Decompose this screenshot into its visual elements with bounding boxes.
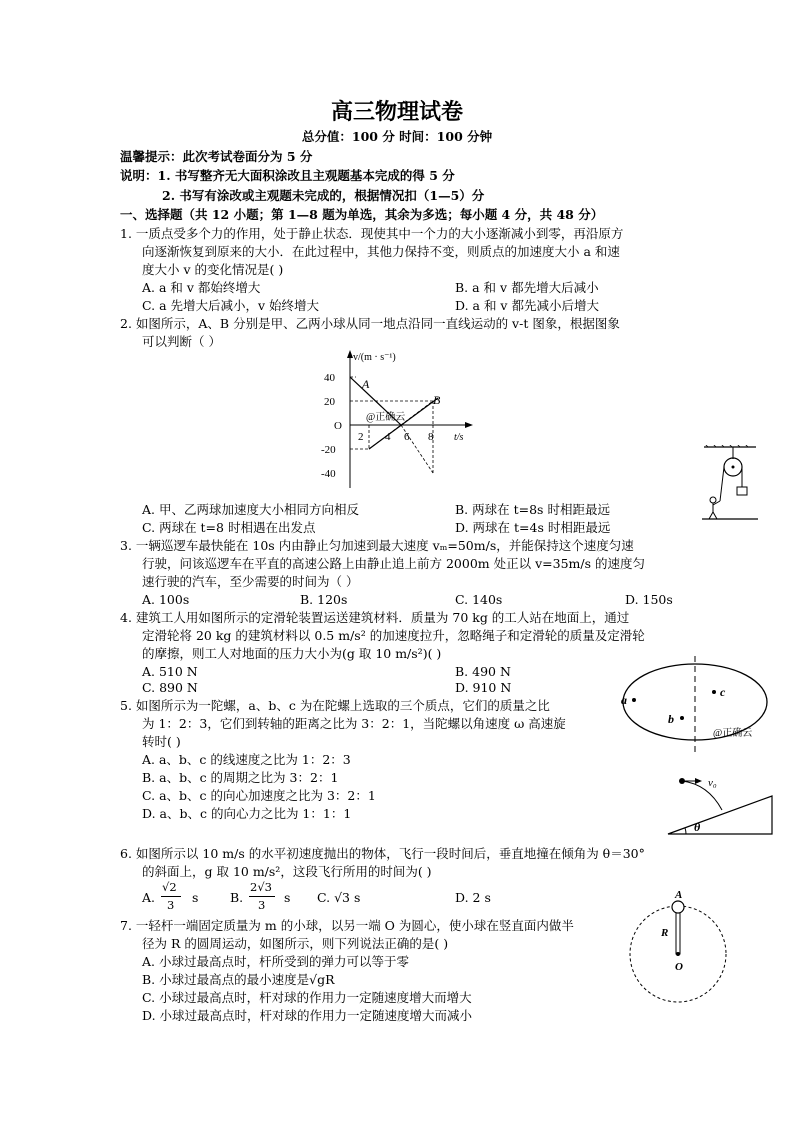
q1-option-a[interactable]: A. a 和 v 都始终增大 — [142, 280, 261, 295]
q5-stem-line-2: 为 1：2：3，它们到转轴的距离之比为 3：2：1，当陀螺以角速度 ω 高速旋 — [142, 716, 566, 731]
point-a — [632, 698, 636, 702]
q5-option-a[interactable]: A. a、b、c 的线速度之比为 1：2：3 — [142, 752, 351, 767]
material-block — [737, 487, 747, 495]
center-point — [676, 952, 680, 956]
q6-stem-line-2: 的斜面上，g 取 10 m/s²，这段飞行所用的时间为( ) — [142, 864, 432, 879]
q1-stem-line-1: 1. 一质点受多个力的作用，处于静止状态．现使其中一个力的大小逐渐减小到零，再沿原方 — [120, 226, 624, 241]
page-title: 高三物理试卷 — [330, 99, 463, 125]
q2-label-b: B — [433, 393, 441, 407]
pulley-figure — [700, 445, 760, 523]
q3-option-d[interactable]: D. 150s — [625, 592, 673, 607]
q2-xtick-6: 6 — [404, 431, 410, 443]
q2-stem-line-1: 2. 如图所示，A、B 分别是甲、乙两小球从同一地点沿同一直线运动的 v-t 图象，根据图象 — [120, 316, 620, 331]
q2-option-b[interactable]: B. 两球在 t=8s 时相距最远 — [455, 502, 610, 517]
q7-stem-line-2: 径为 R 的圆周运动，如图所示，则下列说法正确的是( ) — [142, 936, 449, 951]
point-c — [712, 690, 716, 694]
q2-y-label: v/(m · s⁻¹) — [353, 352, 396, 363]
q3-option-b[interactable]: B. 120s — [300, 592, 348, 607]
q5-stem-line-3: 转时( ) — [142, 734, 181, 749]
v0-label: v₀ — [708, 777, 717, 789]
q5-stem-line-1: 5. 如图所示为一陀螺，a、b、c 为在陀螺上选取的三个质点，它们的质量之比 — [120, 698, 550, 713]
q7-option-b[interactable]: B. 小球过最高点的最小速度是√gR — [142, 972, 335, 987]
q3-stem-line-2: 行驶，问该巡逻车在平直的高速公路上由静止追上前方 2000m 处正以 v=35m/s 的速度匀 — [142, 556, 645, 571]
q4-option-d[interactable]: D. 910 N — [455, 680, 512, 695]
q5-option-b[interactable]: B. a、b、c 的周期之比为 3：2：1 — [142, 770, 339, 785]
q2-stem-line-2: 可以判断（ ） — [142, 334, 221, 349]
q7-option-a[interactable]: A. 小球过最高点时，杆所受到的弹力可以等于零 — [142, 954, 409, 969]
q2-ytick-40: 40 — [324, 372, 335, 384]
theta-label: θ — [694, 820, 701, 834]
q1-option-d[interactable]: D. a 和 v 都先减小后增大 — [455, 298, 599, 313]
q6-option-a-numerator: √2 — [162, 880, 177, 894]
q5-option-c[interactable]: C. a、b、c 的向心加速度之比为 3：2：1 — [142, 788, 376, 803]
q6-option-a-unit: s — [192, 890, 199, 905]
q4-option-b[interactable]: B. 490 N — [455, 664, 511, 679]
q6-option-a-prefix: A. — [142, 890, 156, 905]
q2-xtick-2: 2 — [358, 431, 364, 443]
q2-xtick-4: 4 — [385, 431, 391, 443]
gyro-figure — [618, 650, 774, 760]
incline-triangle — [668, 796, 772, 834]
label-b: b — [668, 712, 674, 726]
q4-option-c[interactable]: C. 890 N — [142, 680, 198, 695]
q2-x-arrow — [465, 422, 473, 428]
light-rod — [676, 912, 680, 954]
q6-option-b-unit: s — [284, 890, 291, 905]
q2-ytick-m40: -40 — [321, 468, 336, 480]
label-a: a — [621, 693, 627, 707]
q1-stem-line-2: 向逐渐恢复到原来的大小．在此过程中，其他力保持不变，则质点的加速度大小 a 和速 — [142, 244, 620, 259]
q6-option-b-prefix: B. — [230, 890, 244, 905]
small-ball — [672, 901, 684, 913]
q5-option-d[interactable]: D. a、b、c 的向心力之比为 1：1：1 — [142, 806, 352, 821]
worker-figure — [710, 497, 716, 503]
q6-option-a-denominator: 3 — [167, 898, 175, 912]
q1-option-b[interactable]: B. a 和 v 都先增大后减小 — [455, 280, 599, 295]
q2-origin-label: O — [334, 420, 342, 432]
q4-stem-line-1: 4. 建筑工人用如图所示的定滑轮装置运送建筑材料．质量为 70 kg 的工人站在地面上，通过 — [120, 610, 630, 625]
q3-stem-line-1: 3. 一辆巡逻车最快能在 10s 内由静止匀加速到最大速度 vₘ=50m/s，并能保持这个速度匀速 — [120, 538, 634, 553]
q6-option-b-numerator: 2√3 — [250, 880, 272, 894]
q6-option-b-denominator: 3 — [258, 898, 266, 912]
q6-option-c[interactable]: C. √3 s — [317, 890, 361, 905]
q3-option-c[interactable]: C. 140s — [455, 592, 503, 607]
q6-option-d[interactable]: D. 2 s — [455, 890, 491, 905]
page-subtitle: 总分值：100 分 时间：100 分钟 — [301, 129, 493, 144]
q4-stem-line-2: 定滑轮将 20 kg 的建筑材料以 0.5 m/s² 的加速度拉升，忽略绳子和定滑轮的质量及定滑轮 — [142, 628, 645, 643]
q1-option-c[interactable]: C. a 先增大后减小，v 始终增大 — [142, 298, 320, 313]
q2-label-a: A — [362, 377, 370, 391]
label-c: c — [720, 685, 726, 699]
q2-ytick-20: 20 — [324, 396, 335, 408]
exam-note-2: 2. 书写有涂改或主观题未完成的，根据情况扣（1—5）分 — [162, 188, 485, 203]
exam-tip: 温馨提示：此次考试卷面分为 5 分 — [120, 149, 313, 164]
section-heading: 一、选择题（共 12 小题；第 1—8 题为单选，其余为多选；每小题 4 分，共 48 分） — [120, 207, 604, 222]
q6-option-a[interactable] — [142, 879, 222, 915]
q2-ytick-m20: -20 — [321, 444, 336, 456]
q7-stem-line-1: 7. 一轻杆一端固定质量为 m 的小球，以另一端 O 为圆心，使小球在竖直面内做半 — [120, 918, 574, 933]
q7-option-d[interactable]: D. 小球过最高点时，杆对球的作用力一定随速度增大而减小 — [142, 1008, 473, 1023]
exam-note-1: 说明：1. 书写整齐无大面积涂改且主观题基本完成的得 5 分 — [120, 168, 455, 183]
circle-figure — [626, 888, 732, 1006]
q6-stem-line-1: 6. 如图所示以 10 m/s 的水平初速度抛出的物体，飞行一段时间后，垂直地撞在倾角为 θ＝30° — [120, 846, 645, 861]
q4-option-a[interactable]: A. 510 N — [142, 664, 198, 679]
projectile-ball — [679, 778, 685, 784]
q7-option-c[interactable]: C. 小球过最高点时，杆对球的作用力一定随速度增大而增大 — [142, 990, 472, 1005]
label-A: A — [675, 889, 683, 901]
q2-xtick-8: 8 — [428, 431, 434, 443]
point-b — [680, 716, 684, 720]
q3-option-a[interactable]: A. 100s — [142, 592, 190, 607]
q6-option-b[interactable] — [230, 879, 310, 915]
q2-option-a[interactable]: A. 甲、乙两球加速度大小相同方向相反 — [142, 502, 359, 517]
q5-watermark: @正确云 — [713, 728, 753, 739]
label-R: R — [661, 927, 669, 939]
q3-stem-line-3: 速行驶的汽车，至少需要的时间为（ ） — [142, 574, 359, 589]
q1-stem-line-3: 度大小 v 的变化情况是( ) — [142, 262, 284, 277]
incline-figure — [664, 774, 776, 838]
q4-stem-line-3: 的摩擦，则工人对地面的压力大小为(g 取 10 m/s²)( ) — [142, 646, 442, 661]
q2-option-d[interactable]: D. 两球在 t=4s 时相距最远 — [455, 520, 611, 535]
q2-option-c[interactable]: C. 两球在 t=8 时相遇在出发点 — [142, 520, 316, 535]
q2-x-label: t/s — [454, 432, 464, 443]
q2-vt-graph — [318, 348, 478, 493]
q2-watermark: @正确云 — [366, 412, 406, 423]
label-O: O — [675, 961, 683, 973]
